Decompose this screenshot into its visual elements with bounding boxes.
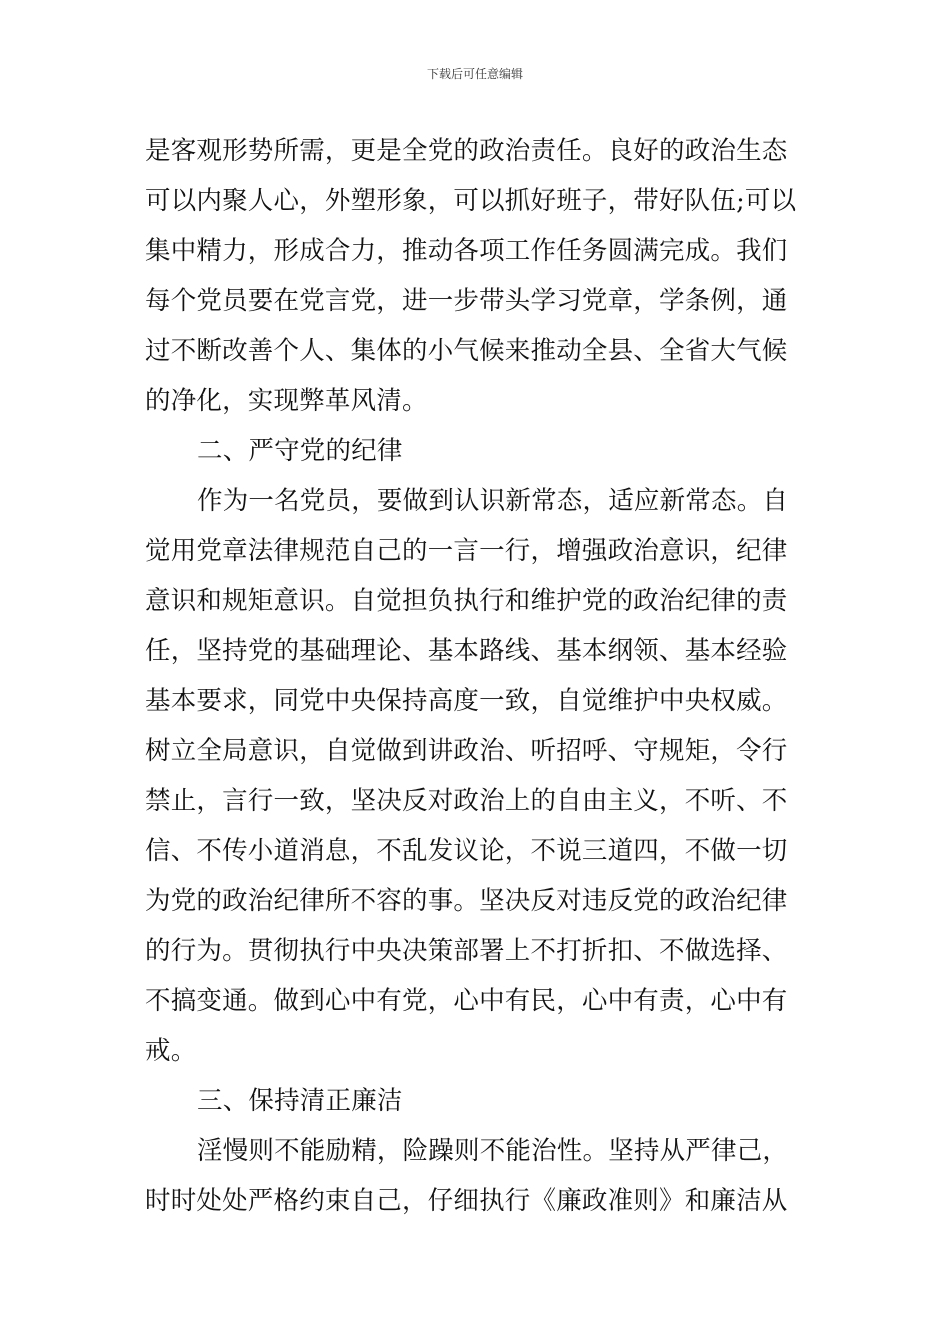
text-line: 时时处处严格约束自己，仔细执行《廉政准则》和廉洁从 <box>145 1186 788 1216</box>
text-line: 树立全局意识，自觉做到讲政治、听招呼、守规矩，令行 <box>145 736 788 766</box>
text-line: 觉用党章法律规范自己的一言一行，增强政治意识，纪律 <box>145 536 788 566</box>
text-line: 不搞变通。做到心中有党，心中有民，心中有责，心中有 <box>145 986 788 1016</box>
text-line: 是客观形势所需，更是全党的政治责任。良好的政治生态 <box>145 136 788 166</box>
text-line: 戒。 <box>145 1036 197 1066</box>
text-line: 每个党员要在党言党，进一步带头学习党章，学条例，通 <box>145 286 788 316</box>
text-line: 意识和规矩意识。自觉担负执行和维护党的政治纪律的责 <box>145 586 788 616</box>
text-line: 禁止，言行一致，坚决反对政治上的自由主义，不听、不 <box>145 786 788 816</box>
text-line: 基本要求，同党中央保持高度一致，自觉维护中央权威。 <box>145 686 788 716</box>
text-line: 信、不传小道消息，不乱发议论，不说三道四，不做一切 <box>145 836 788 866</box>
document-body <box>145 126 810 1226</box>
text-line: 集中精力，形成合力，推动各项工作任务圆满完成。我们 <box>145 236 788 266</box>
page-header: 下载后可任意编辑 <box>426 67 523 81</box>
section-heading: 二、严守党的纪律 <box>197 436 403 466</box>
paragraph-first-line: 淫慢则不能励精，险躁则不能治性。坚持从严律己， <box>197 1136 789 1166</box>
text-line: 的行为。贯彻执行中央决策部署上不打折扣、不做选择、 <box>145 936 788 966</box>
text-line: 任，坚持党的基础理论、基本路线、基本纲领、基本经验 <box>145 636 788 666</box>
paragraph-first-line: 作为一名党员，要做到认识新常态，适应新常态。自 <box>197 486 789 516</box>
section-heading: 三、保持清正廉洁 <box>197 1086 403 1116</box>
text-line: 过不断改善个人、集体的小气候来推动全县、全省大气候 <box>145 336 788 366</box>
text-line: 可以内聚人心，外塑形象，可以抓好班子，带好队伍;可以 <box>145 186 797 216</box>
text-line: 为党的政治纪律所不容的事。坚决反对违反党的政治纪律 <box>145 886 788 916</box>
text-line: 的净化，实现弊革风清。 <box>145 386 428 416</box>
